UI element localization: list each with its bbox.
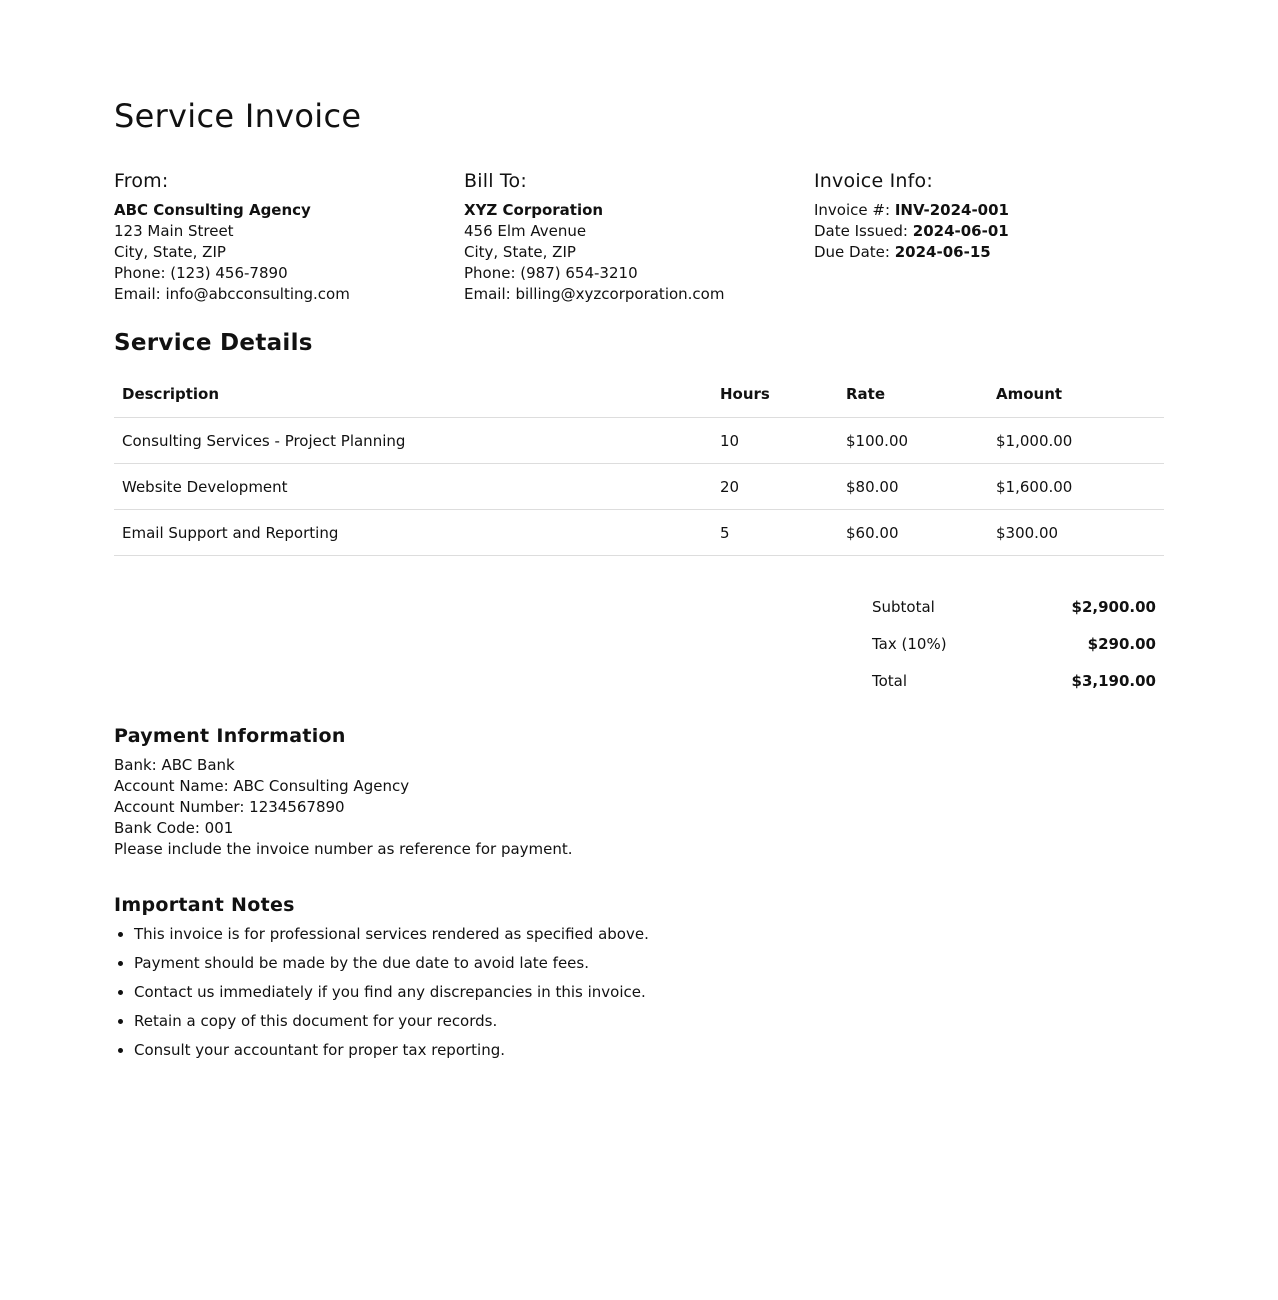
- service-details-heading: Service Details: [114, 330, 313, 356]
- row-rate: $80.00: [838, 464, 988, 510]
- column-header-amount: Amount: [988, 371, 1164, 418]
- from-address: 123 Main Street: [114, 222, 234, 240]
- totals-block: [864, 588, 1164, 699]
- notes-heading: Important Notes: [114, 894, 295, 916]
- column-header-description: Description: [114, 371, 712, 418]
- date-issued-line: [814, 221, 1164, 242]
- from-email: Email: info@abcconsulting.com: [114, 285, 350, 303]
- row-amount: $1,600.00: [988, 464, 1164, 510]
- from-phone: Phone: (123) 456-7890: [114, 264, 288, 282]
- bill-to-email: Email: billing@xyzcorporation.com: [464, 285, 725, 303]
- invoice-title: Service Invoice: [114, 97, 362, 135]
- date-issued-label: Date Issued:: [814, 222, 908, 240]
- tax-row: [864, 625, 1164, 662]
- from-heading: From:: [114, 170, 169, 192]
- due-date-line: [814, 242, 1164, 263]
- list-item: • This invoice is for professional services rendered as specified above.: [134, 924, 1164, 945]
- row-description: Email Support and Reporting: [114, 510, 712, 556]
- from-name: ABC Consulting Agency: [114, 201, 311, 219]
- date-issued: 2024-06-01: [912, 222, 1009, 240]
- payment-heading: Payment Information: [114, 725, 346, 747]
- row-description: Website Development: [114, 464, 712, 510]
- from-block: [114, 168, 464, 305]
- invoice-number-label: Invoice #:: [814, 201, 891, 219]
- row-amount: $300.00: [988, 510, 1164, 556]
- bill-to-block: [464, 168, 814, 305]
- due-date-label: Due Date:: [814, 243, 890, 261]
- notes-section: [114, 892, 1164, 1061]
- subtotal-label: Subtotal: [872, 597, 935, 616]
- from-city: City, State, ZIP: [114, 243, 226, 261]
- row-rate: $60.00: [838, 510, 988, 556]
- notes-list: [114, 924, 1164, 1061]
- column-header-hours: Hours: [712, 371, 838, 418]
- row-hours: 5: [712, 510, 838, 556]
- bill-to-name: XYZ Corporation: [464, 201, 604, 219]
- bill-to-heading: Bill To:: [464, 170, 527, 192]
- list-item: • Payment should be made by the due date to avoid late fees.: [134, 953, 1164, 974]
- total-label: Total: [872, 671, 908, 690]
- tax-label: Tax (10%): [872, 634, 947, 653]
- list-item: • Contact us immediately if you find any discrepancies in this invoice.: [134, 982, 1164, 1003]
- row-rate: $100.00: [838, 418, 988, 464]
- table-row: [114, 418, 1164, 464]
- payment-bank-code: Bank Code: 001: [114, 819, 234, 837]
- parties-section: [114, 168, 1164, 305]
- list-item: • Consult your accountant for proper tax reporting.: [134, 1040, 1164, 1061]
- invoice-info-block: [814, 168, 1164, 305]
- invoice-info-heading: Invoice Info:: [814, 170, 933, 192]
- tax-value: $290.00: [1087, 634, 1156, 653]
- service-table: [114, 371, 1164, 556]
- payment-account-name: Account Name: ABC Consulting Agency: [114, 777, 410, 795]
- payment-bank: Bank: ABC Bank: [114, 756, 235, 774]
- list-item: • Retain a copy of this document for your records.: [134, 1011, 1164, 1032]
- row-description: Consulting Services - Project Planning: [114, 418, 712, 464]
- row-hours: 10: [712, 418, 838, 464]
- total-value: $3,190.00: [1071, 671, 1156, 690]
- subtotal-row: [864, 588, 1164, 625]
- payment-reference-note: Please include the invoice number as reference for payment.: [114, 840, 573, 858]
- row-amount: $1,000.00: [988, 418, 1164, 464]
- invoice-number-line: [814, 200, 1164, 221]
- total-row: [864, 662, 1164, 699]
- due-date: 2024-06-15: [894, 243, 991, 261]
- invoice-number: INV-2024-001: [894, 201, 1009, 219]
- bill-to-address: 456 Elm Avenue: [464, 222, 587, 240]
- table-header-row: [114, 371, 1164, 418]
- table-row: [114, 464, 1164, 510]
- table-row: [114, 510, 1164, 556]
- payment-section: [114, 723, 1164, 860]
- subtotal-value: $2,900.00: [1071, 597, 1156, 616]
- bill-to-phone: Phone: (987) 654-3210: [464, 264, 638, 282]
- row-hours: 20: [712, 464, 838, 510]
- column-header-rate: Rate: [838, 371, 988, 418]
- bill-to-city: City, State, ZIP: [464, 243, 576, 261]
- payment-account-number: Account Number: 1234567890: [114, 798, 345, 816]
